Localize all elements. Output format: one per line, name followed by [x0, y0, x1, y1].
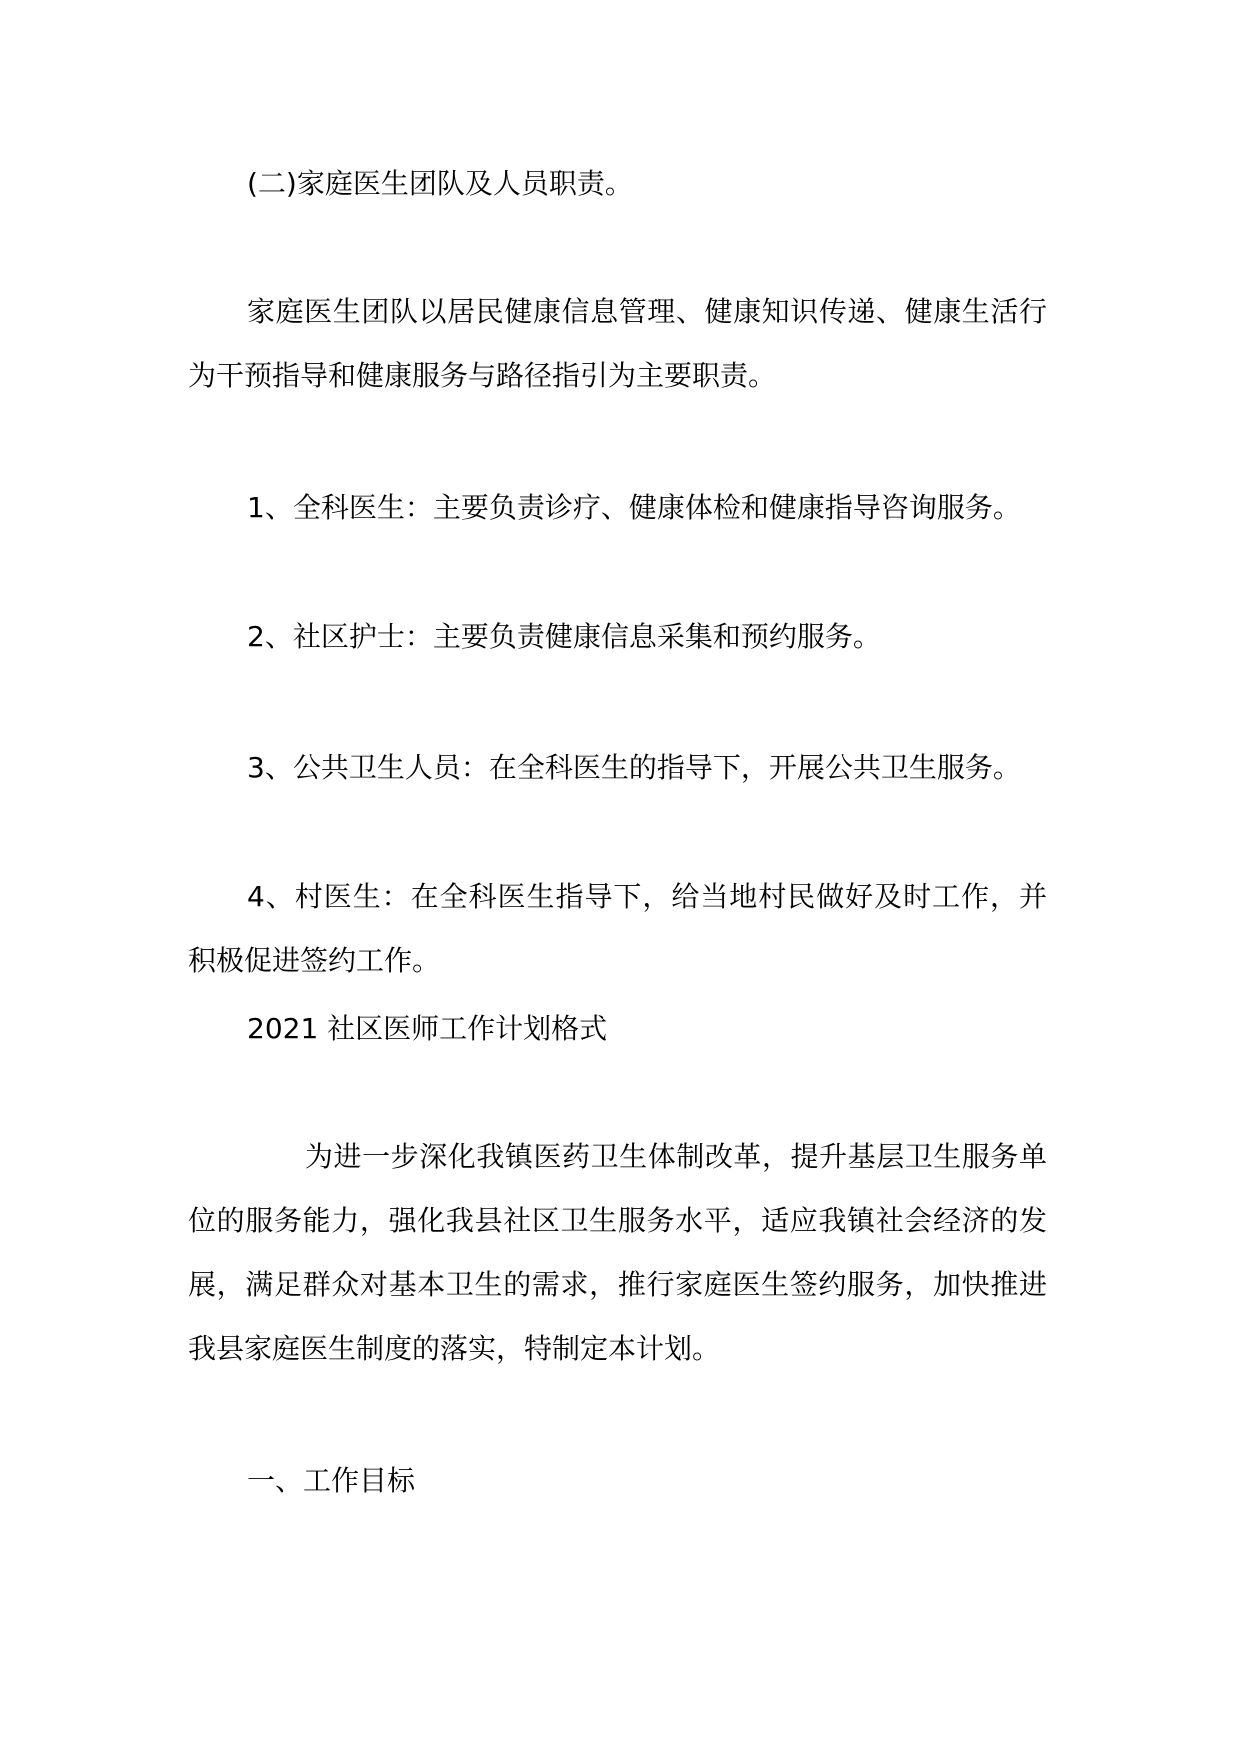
- text-line: 位的服务能力，强化我县社区卫生服务水平，适应我镇社会经济的发: [188, 1204, 1047, 1237]
- text-line: 一、工作目标: [247, 1464, 416, 1497]
- text-line: (二)家庭医生团队及人员职责。: [247, 167, 633, 200]
- text-line: 为进一步深化我镇医药卫生体制改革，提升基层卫生服务单: [305, 1140, 1047, 1173]
- text-line: 3、公共卫生人员：在全科医生的指导下，开展公共卫生服务。: [247, 751, 1021, 784]
- text-line: 4、村医生：在全科医生指导下，给当地村民做好及时工作，并: [247, 880, 1047, 913]
- text-line: 积极促进签约工作。: [188, 944, 441, 977]
- text-line: 展，满足群众对基本卫生的需求，推行家庭医生签约服务，加快推进: [188, 1268, 1047, 1301]
- text-line: 2021 社区医师工作计划格式: [247, 1012, 608, 1045]
- text-line: 2、社区护士：主要负责健康信息采集和预约服务。: [247, 620, 881, 653]
- text-line: 家庭医生团队以居民健康信息管理、健康知识传递、健康生活行: [247, 295, 1047, 328]
- text-line: 我县家庭医生制度的落实，特制定本计划。: [188, 1332, 721, 1365]
- text-line: 1、全科医生：主要负责诊疗、健康体检和健康指导咨询服务。: [247, 491, 1021, 524]
- text-line: 为干预指导和健康服务与路径指引为主要职责。: [188, 359, 777, 392]
